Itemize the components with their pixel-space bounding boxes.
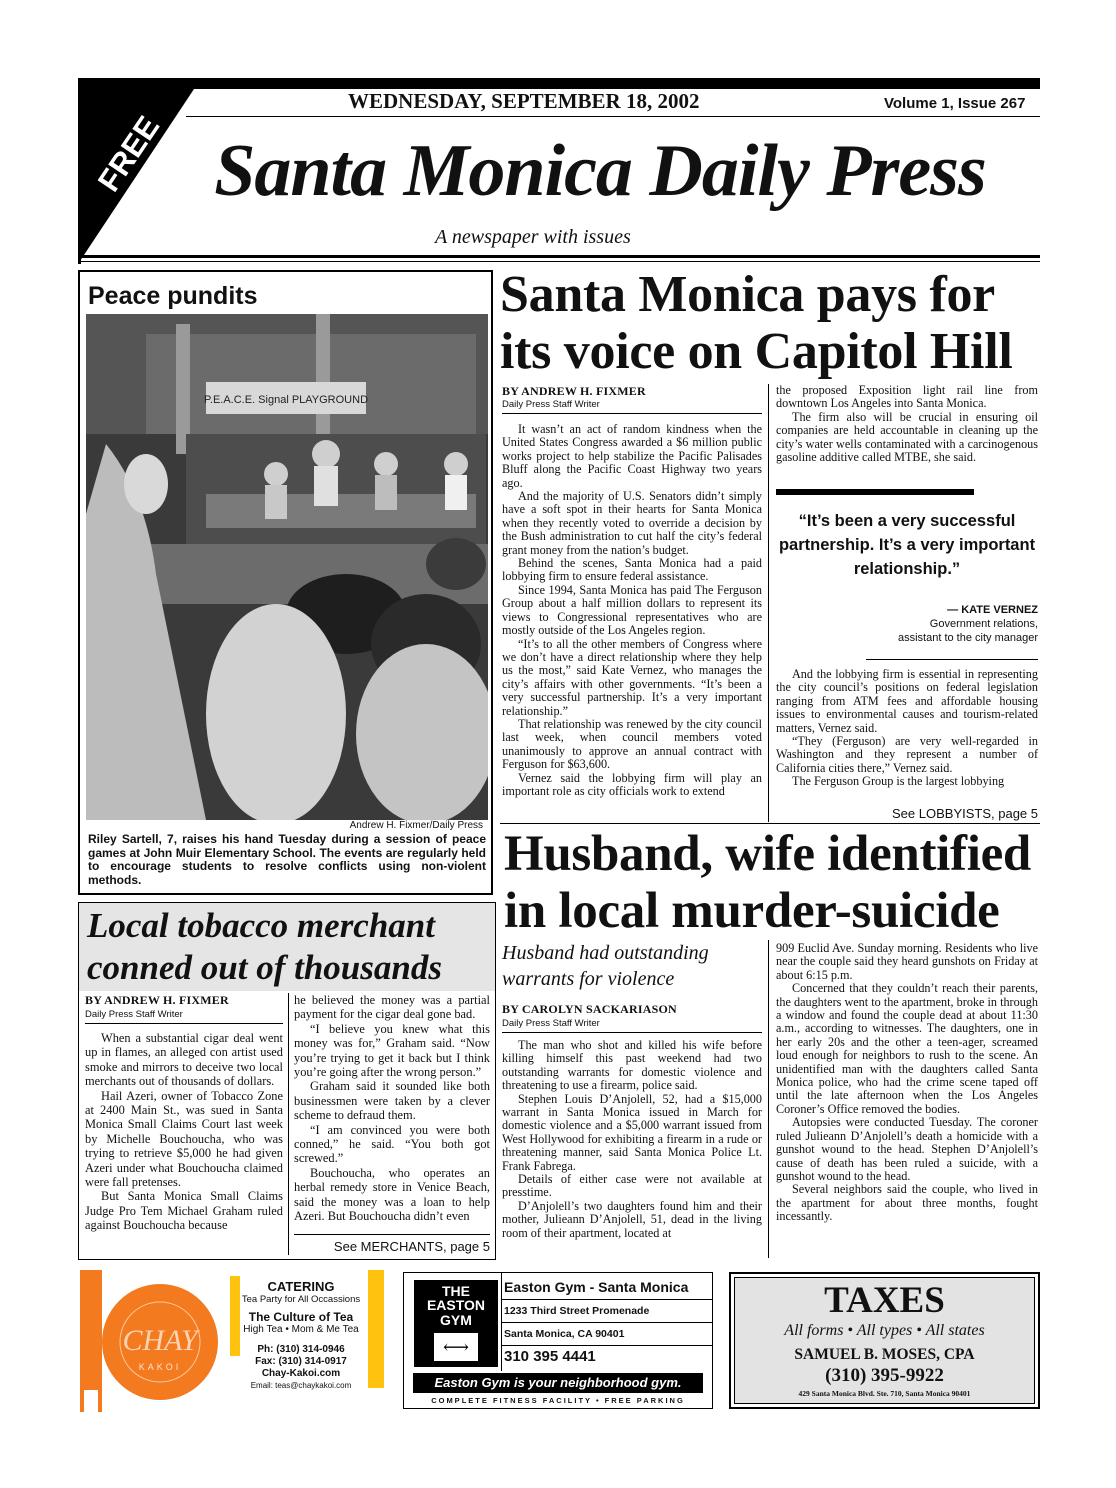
chay-text-block — [212, 1280, 390, 1391]
murder-byline-sub: Daily Press Staff Writer — [502, 1018, 600, 1029]
paragraph: “They (Ferguson) are very well-regarded in Washington and they represent a number of California cities there,” Vernez said. — [776, 734, 1038, 775]
chay-catering: CATERING — [267, 1279, 335, 1294]
paragraph: And the lobbying firm is essential in representing the city council’s positions on federal legislation ranging from ATM fees and affordable housing issues to environmental causes and tourism-related matters, Vernez said. — [776, 667, 1038, 735]
quote-attribution-title-2: assistant to the city manager — [897, 632, 1038, 644]
paragraph: And the majority of U.S. Senators didn’t simply have a soft spot in their hearts for Santa Monica when they recently voted to override a decision by the Bush administration to cut half the city’s federal grant money from the nation’s budget. — [502, 489, 762, 557]
lobbyists-jump-link[interactable]: See LOBBYISTS, page 5 — [892, 806, 1038, 821]
quote-attribution-title-1: Government relations, — [929, 618, 1038, 630]
tagline: A newspaper with issues — [435, 226, 631, 248]
lobbyists-column-1 — [502, 423, 762, 798]
volume-issue: Volume 1, Issue 267 — [884, 95, 1026, 112]
paragraph: D’Anjolell’s two daughters found him and their mother, Julieann D’Anjolell, 51, dead in the living room of their apartment, located at — [502, 1198, 762, 1240]
chay-fax: Fax: (310) 314-0917 — [255, 1356, 347, 1367]
issue-date: WEDNESDAY, SEPTEMBER 18, 2002 — [348, 89, 700, 113]
paragraph: The man who shot and killed his wife before killing himself this past weekend had two outstanding warrants for domestic violence and threatening to use a firearm, police said. — [502, 1038, 762, 1093]
gym-logo-line-2: EASTON — [426, 1297, 486, 1313]
murder-column-1 — [502, 1039, 762, 1240]
photo-credit: Andrew H. Fixmer/Daily Press — [349, 820, 483, 831]
column-divider — [288, 993, 289, 1255]
paragraph: But Santa Monica Small Claims Judge Pro Tem Michael Graham ruled against Bouchoucha because — [85, 1189, 283, 1233]
gym-address-2: Santa Monica, CA 90401 — [504, 1328, 625, 1340]
chay-website[interactable]: Chay-Kakoi.com — [261, 1368, 341, 1379]
murder-byline-rule — [502, 1032, 762, 1033]
dumbbell-icon: ⟷ — [434, 1333, 478, 1361]
masthead-bottom-rule — [78, 255, 1040, 258]
paragraph: the proposed Exposition light rail line from downtown Los Angeles into Santa Monica. — [776, 383, 1038, 411]
tobacco-jump-link[interactable]: See MERCHANTS, page 5 — [333, 1239, 490, 1254]
paragraph: he believed the money was a partial payment for the cigar deal gone bad. — [294, 993, 490, 1022]
paragraph: Stephen Louis D’Anjolell, 52, had a $15,000 warrant in Santa Monica issued in March for domestic violence and a $5,000 warrant issued from West Hollywood for exhibiting a firearm in a rude or threatening manner, said Santa Monica Police Lt. Frank Fabrega. — [502, 1091, 762, 1173]
gym-rule — [501, 1322, 713, 1323]
paragraph: The firm also will be crucial in ensuring oil companies are held accountable in cleaning up the city’s water wells contaminated with a carcinogenous gasoline additive called MTBE, she said. — [776, 409, 1038, 465]
paragraph: Graham said it sounded like both businessmen were taken by a clever scheme to defraud them. — [294, 1079, 490, 1123]
paragraph: Concerned that they couldn’t reach their parents, the daughters went to the apartment, broke in through a window and found the couple dead at about 11:30 a.m., according to witnesses. The daughters, one in her early 20s and the other a teen-ager, screamed loud enough for neighbors to rush to the scene. An unidentified man with the daughters called Santa Monica police, who had the crime scene taped off until the late afternoon when the Los Angeles Coroner’s Office removed the bodies. — [776, 981, 1038, 1116]
tobacco-jump-rule — [294, 1234, 490, 1235]
lobbyists-byline-rule — [502, 413, 762, 414]
gym-name: Easton Gym - Santa Monica — [504, 1279, 689, 1295]
gym-logo — [414, 1280, 498, 1367]
pull-quote-rule — [776, 489, 974, 495]
ad-chay-kakoi[interactable] — [80, 1270, 388, 1412]
tobacco-column-2 — [294, 993, 490, 1224]
paragraph: Hail Azeri, owner of Tobacco Zone at 2400 Main St., was sued in Santa Monica Small Claims Court last week by Michelle Bouchoucha, who was trying to retrieve $5,000 he had given Azeri under what Bouchoucha claimed were fall pretenses. — [85, 1088, 283, 1190]
chay-email[interactable]: Email: teas@chaykakoi.com — [250, 1381, 352, 1390]
paragraph: “I believe you knew what this money was for,” Graham said. “Now you’re trying to get it back but I think you’re going after the wrong person.” — [294, 1021, 490, 1080]
ad-taxes[interactable] — [729, 1272, 1040, 1409]
tobacco-byline: BY ANDREW H. FIXMER — [85, 993, 229, 1007]
taxes-title: TAXES — [824, 1280, 945, 1321]
news-photo — [86, 314, 488, 820]
murder-headline: Husband, wife identified in local murder-suicide — [504, 826, 1031, 939]
paragraph: Autopsies were conducted Tuesday. The coroner ruled Julieann D’Anjolell’s death a homicide with a gunshot wound to the head. Stephen D’Anjolell’s cause of death has been ruled a suicide, with a gunshot wound to the head. — [776, 1115, 1038, 1183]
murder-deck: Husband had outstanding warrants for violence — [502, 942, 709, 990]
taxes-name: SAMUEL B. MOSES, CPA — [794, 1346, 975, 1363]
paragraph: “I am convinced you were both conned,” he said. “You both got screwed.” — [294, 1122, 490, 1166]
paragraph: It wasn’t an act of random kindness when the United States Congress awarded a $6 million public works project to help stabilize the Pacific Palisades Bluff along the Pacific Coast Highway two years ago. — [502, 422, 762, 490]
ad-easton-gym[interactable] — [403, 1272, 713, 1409]
paragraph: Vernez said the lobbying firm will play an important role as city officials work to extend — [502, 770, 762, 798]
gym-slogan: Easton Gym is your neighborhood gym. — [413, 1373, 703, 1393]
photo-caption: Riley Sartell, 7, raises his hand Tuesday during a session of peace games at John Muir Elementary School. The events are regularly held to encourage students to resolve conflicts using non-violent methods. — [88, 832, 486, 887]
lobbyists-headline: Santa Monica pays for its voice on Capitol Hill — [500, 266, 1013, 380]
paragraph: The Ferguson Group is the largest lobbying — [792, 774, 1005, 789]
chay-culture: The Culture of Tea — [248, 1310, 354, 1324]
svg-text:CHAY: CHAY — [122, 1324, 198, 1357]
paragraph: When a substantial cigar deal went up in flames, an alleged con artist used smoke and mirrors to deceive two local merchants out of thousands of dollars. — [85, 1031, 283, 1089]
masthead — [78, 78, 1040, 264]
gym-footer: COMPLETE FITNESS FACILITY • FREE PARKING — [431, 1396, 685, 1405]
lobbyists-column-2-top — [776, 384, 1038, 464]
lobbyists-byline-sub: Daily Press Staff Writer — [502, 399, 600, 410]
taxes-inner — [734, 1277, 1035, 1404]
column-divider — [768, 940, 769, 1258]
gym-phone[interactable]: 310 395 4441 — [504, 1348, 596, 1365]
tobacco-byline-rule — [85, 1023, 283, 1024]
chay-logo-graphic — [80, 1270, 230, 1412]
paragraph: Bouchoucha, who operates an herbal remedy store in Venice Beach, said the money was a loan to help Azeri. But Bouchoucha didn’t even — [294, 1165, 490, 1224]
photo-kicker: Peace pundits — [88, 282, 258, 310]
masthead-top-rule — [78, 78, 1040, 89]
murder-column-2 — [776, 942, 1038, 1224]
free-label: FREE — [90, 109, 167, 198]
paragraph: Behind the scenes, Santa Monica had a paid lobbying firm to ensure federal assistance. — [502, 556, 762, 584]
paragraph: Details of either case were not available at presstime. — [502, 1172, 762, 1200]
tobacco-headline: Local tobacco merchant conned out of thousands — [87, 906, 442, 987]
paragraph: 909 Euclid Ave. Sunday morning. Residents who live near the couple said they heard gunshots on Friday at about 6:15 p.m. — [776, 941, 1038, 982]
paragraph: Several neighbors said the couple, who lived in the apartment for about three months, fought incessantly. — [776, 1182, 1038, 1224]
tobacco-byline-sub: Daily Press Staff Writer — [85, 1009, 183, 1020]
taxes-phone[interactable]: (310) 395-9922 — [825, 1365, 944, 1386]
taxes-address: 429 Santa Monica Blvd. Ste. 710, Santa Monica 90401 — [798, 1389, 971, 1398]
chay-high-tea: High Tea • Mom & Me Tea — [243, 1324, 359, 1335]
gym-logo-line-3: GYM — [440, 1312, 472, 1328]
chay-tea-party: Tea Party for All Occassions — [241, 1294, 361, 1305]
tobacco-column-1 — [85, 1031, 283, 1233]
gym-rule — [501, 1299, 713, 1300]
taxes-subtitle: All forms • All types • All states — [784, 1322, 985, 1339]
lobbyists-column-2-bottom — [776, 668, 1038, 789]
tobacco-story-box — [78, 902, 496, 1260]
paragraph: “It’s to all the other members of Congress where we don’t have a direct relationship where they help us the most,” said Kate Vernez, who manages the city’s affairs with other governments. “It’s been a very successful partnership. It’s a very important relationship.” — [502, 636, 762, 718]
paragraph: Since 1994, Santa Monica has paid The Ferguson Group about a half million dollars to represent its views to Congressional representatives who are mostly outside of the Los Angeles region. — [502, 582, 762, 638]
gym-logo-line-1: THE — [442, 1283, 470, 1299]
lobbyists-byline: BY ANDREW H. FIXMER — [502, 384, 646, 398]
gym-rule — [501, 1345, 713, 1346]
pull-quote: “It’s been a very successful partnership. It’s a very important relationship.” — [778, 512, 1036, 578]
masthead-bottom-rule-thin — [78, 261, 1040, 262]
svg-text:P.E.A.C.E. Signal PLAYGROUND: P.E.A.C.E. Signal PLAYGROUND — [203, 394, 369, 406]
pull-quote-bottom-rule — [866, 659, 1038, 660]
photo-story-box — [78, 270, 493, 895]
newspaper-title: Santa Monica Daily Press — [214, 130, 986, 212]
chay-phone: Ph: (310) 314-0946 — [257, 1344, 345, 1355]
paragraph: That relationship was renewed by the city council last week, when council members voted unanimously to approve an annual contract with Ferguson for $63,600. — [502, 716, 762, 772]
quote-attribution-name: — KATE VERNEZ — [947, 604, 1038, 616]
lobbyists-bottom-rule — [500, 823, 1040, 824]
svg-text:KAKOI: KAKOI — [138, 1362, 182, 1372]
gym-address-1: 1233 Third Street Promenade — [504, 1305, 650, 1317]
murder-byline: BY CAROLYN SACKARIASON — [502, 1002, 677, 1016]
column-divider — [768, 384, 769, 822]
